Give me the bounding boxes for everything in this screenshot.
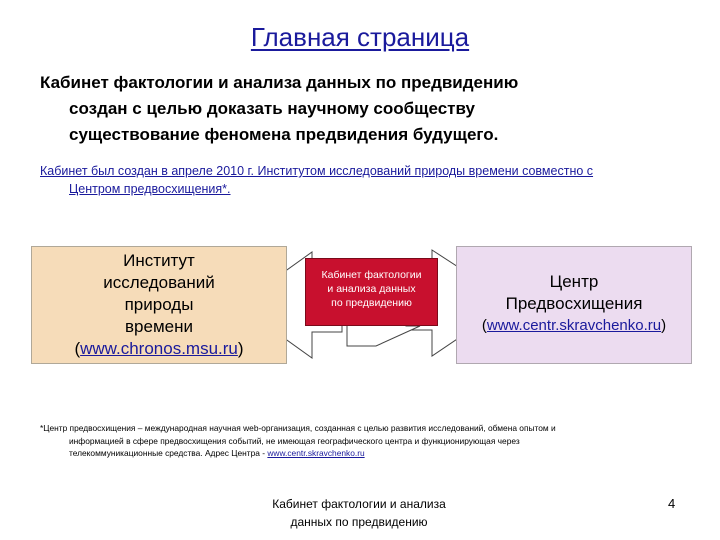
footnote-line-3-text: телекоммуникационные средства. Адрес Центра - [69,448,268,458]
center-foresight-box [456,246,692,364]
paren-close: ) [661,317,667,334]
center-foresight-line-2: Предвосхищения [505,294,643,313]
institute-line-3: природы [124,295,194,314]
cabinet-line-3: по предвидению [331,297,412,309]
intro-line-2: создан с целью доказать научному сообществу [69,99,475,118]
paren-close: ) [237,339,244,358]
page-title-link[interactable]: Главная страница [250,22,470,52]
institute-line-4: времени [125,317,193,336]
institute-line-1: Институт [123,251,195,270]
institute-link-row [32,338,286,360]
footnote-line-2: информацией в сфере предвосхищения событий, не имеющая географического центра и функционирующая через [69,435,520,446]
footnote-line-3 [40,447,680,460]
institute-line-2: исследований [103,273,215,292]
paren-open: ( [74,339,81,358]
footnote [40,422,680,460]
cabinet-line-2: и анализа данных [327,283,416,295]
footer-line-2: данных по предвидению [290,515,428,529]
footnote-line-1: *Центр предвосхищения – международная научная web-организация, созданная с целью развития исследований, обмена опытом и [40,423,556,433]
paren-open: ( [481,317,487,334]
intro-line-1: Кабинет фактологии и анализа данных по предвидению [40,73,519,92]
page-number: 4 [668,496,676,511]
center-foresight-link-row [457,315,691,337]
subtitle-line-1: Кабинет был создан в апреле 2010 г. Институтом исследований природы времени совместно с [40,164,594,178]
cabinet-box [305,258,438,326]
cabinet-line-1: Кабинет фактологии [321,269,422,281]
skravchenko-link[interactable]: www.centr.skravchenko.ru [486,317,662,334]
intro-line-3: существование феномена предвидения будущего. [69,125,499,144]
chronos-link[interactable]: www.chronos.msu.ru [80,339,238,358]
footer-line-1: Кабинет фактологии и анализа [272,497,446,511]
subtitle-line-2: Центром предвосхищения*. [69,182,231,196]
footnote-address-link[interactable]: www.centr.skravchenko.ru [267,448,365,458]
institute-box [31,246,287,364]
footer-caption [230,495,488,531]
center-foresight-line-1: Центр [549,272,599,291]
